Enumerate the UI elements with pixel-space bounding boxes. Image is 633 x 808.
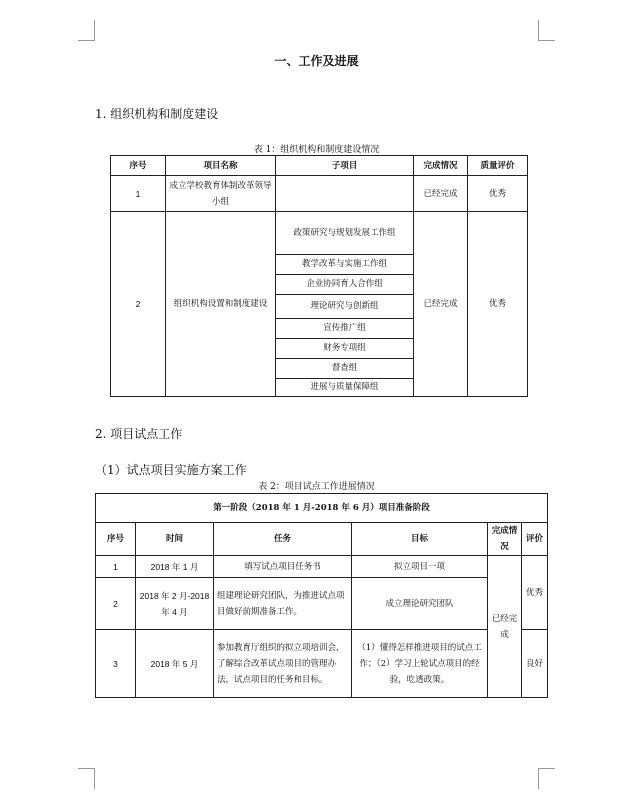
row1-subitem [276,176,414,212]
table1-caption: 表 1：组织机构和制度建设情况 [253,145,380,155]
table2-header-status: 完成情况 [488,523,522,556]
subitem: 政策研究与规划发展工作组 [276,212,413,254]
row2-status: 已经完成 [414,212,468,397]
row2-no: 2 [111,212,166,397]
t2-row2-no: 2 [96,578,136,630]
table2-header-goal: 目标 [352,523,488,556]
subitem: 财务专项组 [276,338,413,358]
table-row [96,630,548,698]
table2-header-no: 序号 [96,523,136,556]
subitem: 教学改革与实施工作组 [276,254,413,274]
t2-row2-task: 组建理论研究团队，为推进试点项目做好前期准备工作。 [214,578,352,630]
t2-evaluation-2: 良好 [522,630,548,698]
t2-row3-time: 2018 年 5 月 [136,630,214,698]
row1-quality: 优秀 [468,176,528,212]
t2-row1-time: 2018 年 1 月 [136,556,214,578]
t2-row3-no: 3 [96,630,136,698]
t2-status-merged: 已经完成 [488,556,522,698]
row1-status: 已经完成 [414,176,468,212]
table1-header-no: 序号 [111,156,166,176]
table-pilot-progress [95,493,548,698]
table2-caption: 表 2：项目试点工作进展情况 [258,482,375,492]
table-row [96,556,548,578]
section2-subheading: （1）试点项目实施方案工作 [95,463,247,477]
crop-mark-top-right [538,20,555,41]
table-row [111,212,528,397]
t2-row2-goal: 成立理论研究团队 [352,578,488,630]
subitem: 企业协同育人合作组 [276,274,413,294]
crop-mark-top-left [78,20,95,41]
table2-header-time: 时间 [136,523,214,556]
subitem: 宣传推广组 [276,318,413,338]
t2-row2-time: 2018 年 2 月-2018 年 4 月 [136,578,214,630]
row2-quality: 优秀 [468,212,528,397]
section2-heading: 2. 项目试点工作 [95,427,183,441]
table-row [111,176,528,212]
document-title: 一、工作及进展 [274,54,359,68]
subitem: 督查组 [276,358,413,378]
subitem: 理论研究与创新组 [276,294,413,318]
crop-mark-bottom-right [538,768,555,789]
t2-row1-task: 填写试点项目任务书 [214,556,352,578]
table1-header-subitem: 子项目 [276,156,414,176]
t2-evaluation-1: 优秀 [522,556,548,630]
section1-heading: 1. 组织机构和制度建设 [95,107,219,121]
table2-header-task: 任务 [214,523,352,556]
t2-row3-task: 参加教育厅组织的拟立项培训会，了解综合改革试点项目的管理办法，试点项目的任务和目标。 [214,630,352,698]
table1-header-name: 项目名称 [166,156,276,176]
table1-header-quality: 质量评价 [468,156,528,176]
table2-header-evaluation: 评价 [522,523,548,556]
t2-row1-goal: 拟立项目一项 [352,556,488,578]
row1-no: 1 [111,176,166,212]
phase-title: 第一阶段（2018 年 1 月-2018 年 6 月）项目准备阶段 [96,494,548,523]
subitem: 进展与质量保障组 [310,382,379,393]
table1-header-status: 完成情况 [414,156,468,176]
row2-subitems [276,212,414,397]
t2-row3-goal: （1）懂得怎样推进项目的试点工作；（2）学习上轮试点项目的经验，吃透政策。 [352,630,488,698]
table-org-structure [110,155,528,397]
row1-name: 成立学校教育体制改革领导小组 [166,176,276,212]
row2-name: 组织机构设置和制度建设 [166,212,276,397]
table-row [96,578,548,630]
crop-mark-bottom-left [78,768,95,789]
t2-row1-no: 1 [96,556,136,578]
